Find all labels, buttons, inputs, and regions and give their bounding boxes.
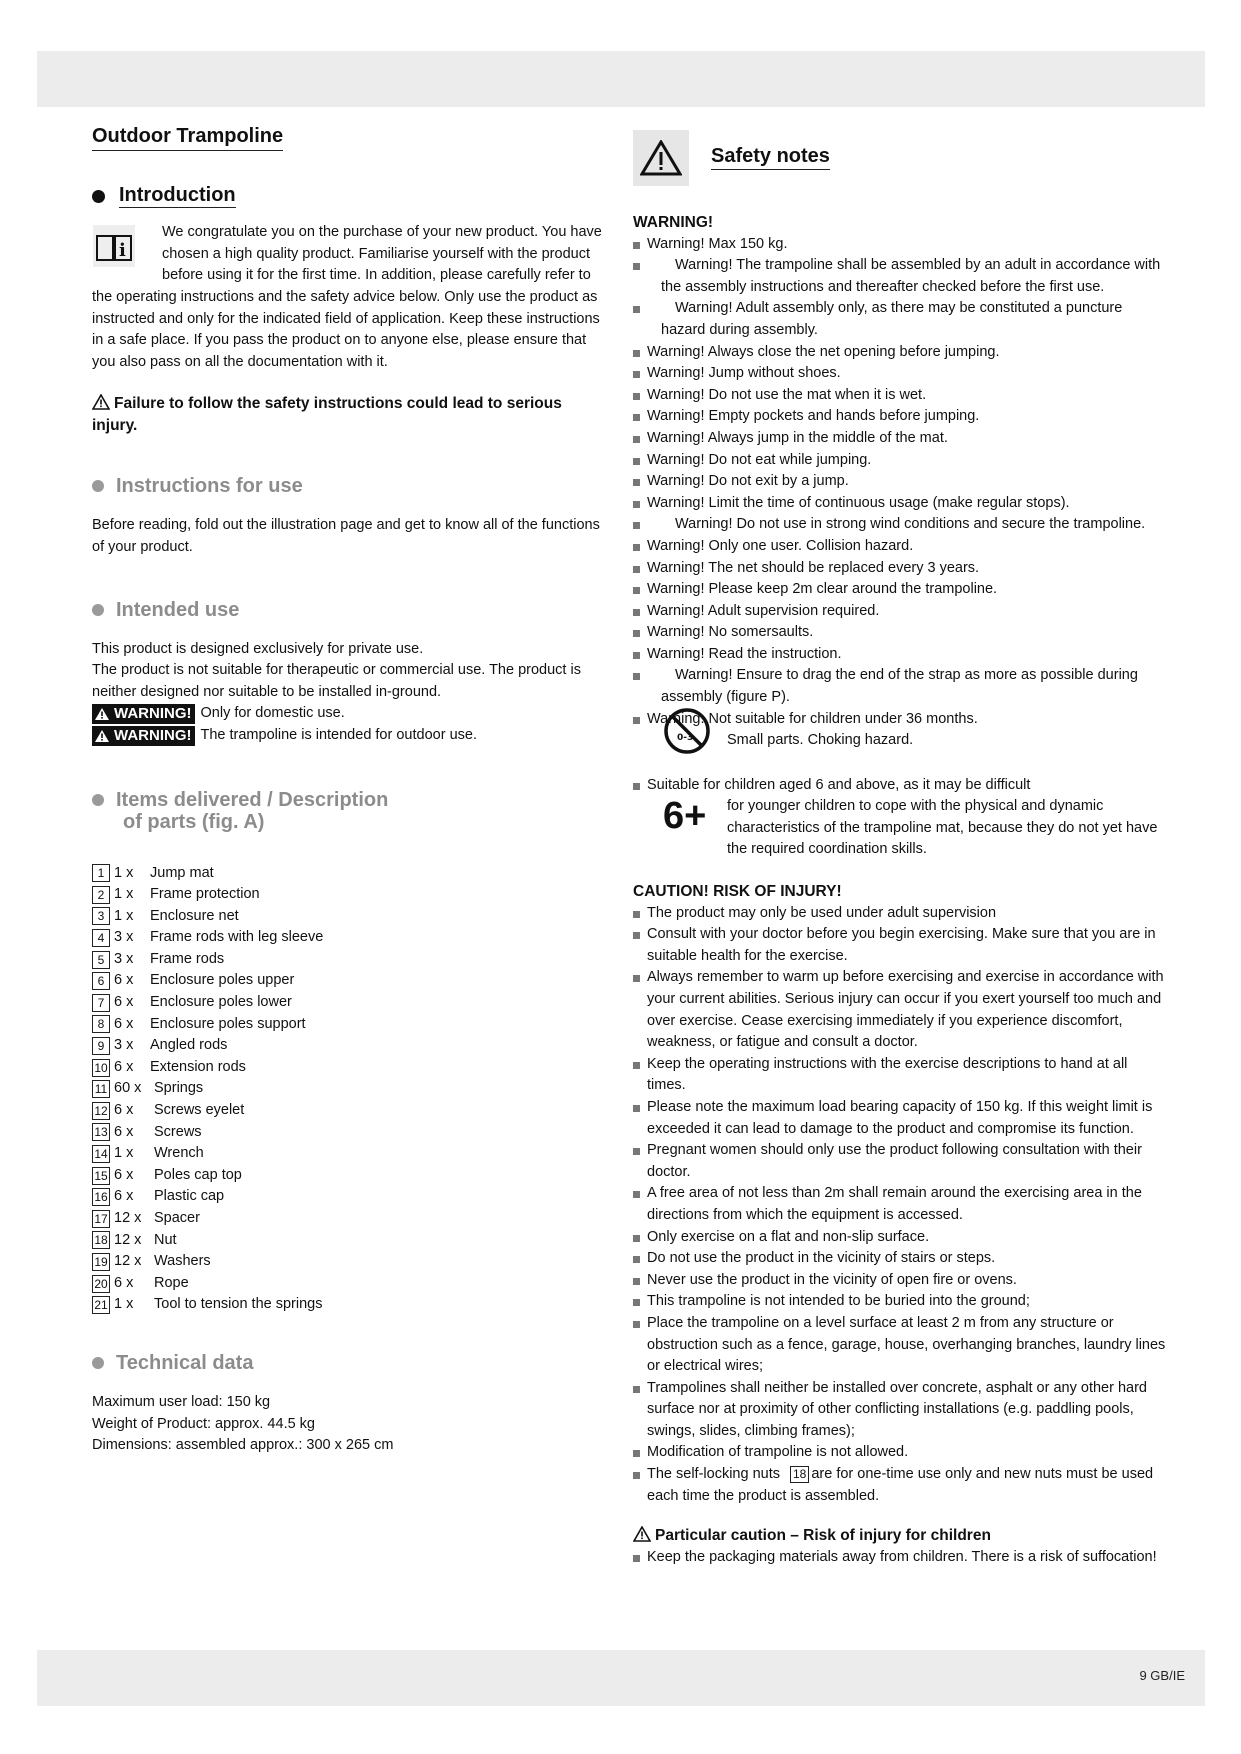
caution-item: Only exercise on a flat and non-slip surface. (633, 1227, 1168, 1249)
part-item (92, 1230, 610, 1252)
warning-item: Warning! Limit the time of continuous usage (make regular stops). (633, 493, 1168, 515)
product-weight: Weight of Product: approx. 44.5 kg (92, 1415, 316, 1432)
caution-item: Always remember to warm up before exercising and exercise in accordance with your current abilities. Serious injury can occur if you exert yourself too much and over exercise. Cease exercising immediately if you experience discomfort, weakness, or fatigue and consult a doctor. (633, 967, 1168, 1053)
part-number: 12 (92, 1102, 110, 1120)
part-number: 2 (92, 886, 110, 904)
part-item (92, 1122, 610, 1144)
part-number: 14 (92, 1145, 110, 1163)
part-item (92, 1100, 610, 1122)
part-number: 21 (92, 1296, 110, 1314)
caution-item: This trampoline is not intended to be buried into the ground; (633, 1291, 1168, 1313)
part-item (92, 884, 610, 906)
part-name: Jump mat (150, 864, 214, 881)
part-name: Frame rods with leg sleeve (150, 929, 324, 946)
instructions-text: Before reading, fold out the illustration page and get to know all of the functions of your product. (92, 517, 600, 555)
part-quantity: 1 x (114, 1296, 134, 1313)
warning-item: Warning! Read the instruction. (633, 644, 1168, 666)
part-name: Enclosure poles support (150, 1015, 306, 1032)
part-item (92, 970, 610, 992)
part-quantity: 1 x (114, 907, 134, 924)
part-item (92, 1165, 610, 1187)
part-item (92, 949, 610, 971)
part-number: 18 (92, 1231, 110, 1249)
part-name: Nut (154, 1231, 177, 1248)
header-bar (37, 51, 1205, 107)
warning-item: Warning! No somersaults. (633, 622, 1168, 644)
part-quantity: 1 x (114, 864, 134, 881)
part-item (92, 1014, 610, 1036)
part-item (92, 1208, 610, 1230)
warning-item: Warning! Always jump in the middle of the mat. (633, 428, 1168, 450)
open-book-info-icon (92, 224, 136, 268)
warning-triangle-icon (94, 707, 110, 721)
part-name: Washers (154, 1253, 211, 1270)
part-item (92, 1294, 610, 1316)
serious-injury-warning: Failure to follow the safety instructions could lead to serious injury. (92, 395, 562, 435)
self-locking-nuts-note: The self-locking nuts 18 are for one-time use only and new nuts must be used each time the product is assembled. (633, 1464, 1168, 1507)
part-number: 6 (92, 972, 110, 990)
intended-use-line-2: The product is not suitable for therapeutic or commercial use. The product is neither designed nor suitable to be installed in-ground. (92, 662, 581, 700)
warning-triangle-icon (94, 729, 110, 743)
dimensions: Dimensions: assembled approx.: 300 x 265 cm (92, 1437, 394, 1454)
part-quantity: 3 x (114, 929, 134, 946)
part-quantity: 6 x (114, 1015, 134, 1032)
part-number: 16 (92, 1188, 110, 1206)
max-user-load: Maximum user load: 150 kg (92, 1393, 271, 1410)
intended-use-heading: Intended use (92, 599, 610, 621)
caution-item: Trampolines shall neither be installed over concrete, asphalt or any other hard surface nor at proximity of other conflicting installations (e.g. paddling pools, swings, slides, climbing frames); (633, 1378, 1168, 1443)
part-number: 3 (92, 907, 110, 925)
part-ref-18: 18 (790, 1466, 809, 1483)
warning-list (633, 234, 1168, 709)
warning-triangle-icon (92, 394, 110, 410)
part-number: 1 (92, 864, 110, 882)
bullet-dot-icon (92, 794, 104, 806)
children-warning-list (633, 709, 1168, 861)
warning-triangle-icon (633, 130, 689, 186)
warning-item: Warning! Empty pockets and hands before jumping. (633, 406, 1168, 428)
warning-triangle-icon (633, 1526, 651, 1542)
warning-item: Warning! The trampoline shall be assembled by an adult in accordance with the assembly instructions and thereafter checked before the first use. (633, 255, 1168, 298)
part-quantity: 1 x (114, 1145, 134, 1162)
warning-item: Warning! Please keep 2m clear around the trampoline. (633, 579, 1168, 601)
packaging-warning: Keep the packaging materials away from children. There is a risk of suffocation! (633, 1547, 1168, 1569)
introduction-section (92, 222, 610, 437)
bullet-dot-icon (92, 190, 105, 203)
footer-bar (37, 1650, 1205, 1706)
part-name: Enclosure poles lower (150, 994, 292, 1011)
part-item (92, 1143, 610, 1165)
age-6-plus-icon: 6+ (663, 794, 707, 837)
part-item (92, 1186, 610, 1208)
caution-heading: CAUTION! RISK OF INJURY! (633, 883, 842, 901)
warning-item: Warning! Do not use the mat when it is wet. (633, 385, 1168, 407)
bullet-dot-icon (92, 480, 104, 492)
part-number: 5 (92, 951, 110, 969)
part-name: Frame protection (150, 886, 260, 903)
part-item (92, 927, 610, 949)
part-name: Rope (154, 1274, 189, 1291)
part-item (92, 1273, 610, 1295)
part-quantity: 3 x (114, 1037, 134, 1054)
part-number: 19 (92, 1253, 110, 1271)
introduction-heading: Introduction (92, 185, 610, 209)
warning-item: Warning! The net should be replaced every 3 years. (633, 558, 1168, 580)
part-quantity: 12 x (114, 1210, 142, 1226)
intended-use-line-1: This product is designed exclusively for private use. (92, 640, 424, 657)
caution-item: Keep the operating instructions with the exercise descriptions to hand at all times. (633, 1054, 1168, 1097)
part-name: Enclosure poles upper (150, 972, 295, 989)
warning-item: Warning! Do not exit by a jump. (633, 471, 1168, 493)
part-name: Plastic cap (154, 1188, 225, 1205)
document-title: Outdoor Trampoline (92, 126, 283, 151)
part-item (92, 906, 610, 928)
svg-text:0-3: 0-3 (677, 732, 694, 743)
page-number: 9 GB/IE (1139, 1668, 1185, 1683)
part-quantity: 6 x (114, 1123, 134, 1140)
part-name: Spacer (154, 1210, 200, 1226)
nuts-note-list (633, 1464, 1168, 1507)
part-item (92, 992, 610, 1014)
svg-text:i: i (119, 240, 126, 262)
part-quantity: 3 x (114, 950, 134, 967)
bullet-dot-icon (92, 604, 104, 616)
part-name: Frame rods (150, 950, 225, 967)
under-36-months-warning: Warning. Not suitable for children under 36 months. Small parts. Choking hazard. 0-3 (633, 709, 1168, 767)
warning-item: Warning! Ensure to drag the end of the strap as more as possible during assembly (figure P). (633, 665, 1168, 708)
warning-item: Warning! Do not use in strong wind conditions and secure the trampoline. (633, 514, 1168, 536)
part-number: 20 (92, 1275, 110, 1293)
part-quantity: 6 x (114, 972, 134, 989)
part-number: 17 (92, 1210, 110, 1228)
warning-item: Warning! Only one user. Collision hazard. (633, 536, 1168, 558)
age-6-plus-note: Suitable for children aged 6 and above, as it may be difficult for younger children to cope with the physical and dynamic characteristics of the trampoline mat, because they do not yet have the required coordination skills. 6+ (633, 775, 1168, 861)
part-quantity: 6 x (114, 1274, 134, 1291)
warning-badge: WARNING! (92, 704, 195, 724)
bullet-dot-icon (92, 1357, 104, 1369)
warning-item: Warning! Do not eat while jumping. (633, 450, 1168, 472)
part-quantity: 6 x (114, 1102, 134, 1119)
warning-heading: WARNING! (633, 214, 714, 231)
part-number: 8 (92, 1015, 110, 1033)
part-name: Springs (154, 1080, 204, 1097)
part-quantity: 6 x (114, 1188, 134, 1205)
safety-notes-header (633, 130, 1168, 186)
instructions-heading: Instructions for use (92, 475, 610, 497)
warning-item: Warning! Max 150 kg. (633, 234, 1168, 256)
part-item (92, 1251, 610, 1273)
part-item (92, 863, 610, 885)
part-number: 4 (92, 929, 110, 947)
warning-item: Warning! Adult assembly only, as there may be constituted a puncture hazard during assembly. (633, 298, 1168, 341)
warning-item: Warning! Always close the net opening before jumping. (633, 342, 1168, 364)
part-quantity: 12 x (114, 1231, 142, 1248)
children-caution-list (633, 1547, 1168, 1569)
caution-item: Consult with your doctor before you begin exercising. Make sure that you are in suitable health for the exercise. (633, 924, 1168, 967)
part-name: Wrench (154, 1145, 204, 1162)
part-quantity: 1 x (114, 886, 134, 903)
part-number: 9 (92, 1037, 110, 1055)
part-number: 11 (92, 1080, 110, 1098)
part-item (92, 1078, 610, 1100)
part-name: Screws eyelet (154, 1102, 245, 1119)
caution-item: Modification of trampoline is not allowed. (633, 1442, 1168, 1464)
parts-list (92, 863, 610, 1316)
items-delivered-heading: Items delivered / Description of parts (fig. A) (92, 789, 610, 833)
caution-item: Do not use the product in the vicinity of stairs or steps. (633, 1248, 1168, 1270)
caution-item: Never use the product in the vicinity of open fire or ovens. (633, 1270, 1168, 1292)
caution-list (633, 903, 1168, 1464)
part-quantity: 60 x (114, 1080, 142, 1097)
part-quantity: 6 x (114, 994, 134, 1011)
part-name: Extension rods (150, 1058, 246, 1075)
part-item (92, 1035, 610, 1057)
part-name: Enclosure net (150, 907, 239, 924)
part-name: Tool to tension the springs (154, 1296, 323, 1313)
warning-item: Warning! Adult supervision required. (633, 601, 1168, 623)
part-name: Poles cap top (154, 1166, 242, 1183)
caution-item: Place the trampoline on a level surface at least 2 m from any structure or obstruction such as a fence, garage, house, overhanging branches, laundry lines or electrical wires; (633, 1313, 1168, 1378)
outdoor-use-warning: WARNING! The trampoline is intended for outdoor use. (92, 725, 610, 747)
left-column (92, 118, 610, 1457)
part-number: 10 (92, 1059, 110, 1077)
caution-item: Pregnant women should only use the product following consultation with their doctor. (633, 1140, 1168, 1183)
caution-item: Please note the maximum load bearing capacity of 150 kg. If this weight limit is exceeded it can lead to damage to the product and compromise its function. (633, 1097, 1168, 1140)
right-column (633, 130, 1168, 1569)
introduction-text: We congratulate you on the purchase of your new product. You have chosen a high quality product. Familiarise yourself with the product before using it for the first time. In addition, please carefully refer to the operating instructions and the safety advice below. Only use the product as instructed and only for the indicated field of application. Keep these instructions in a safe place. If you pass the product on to anyone else, please ensure that you also pass on all the documentation with it. (92, 224, 602, 370)
technical-data-heading: Technical data (92, 1352, 610, 1374)
part-quantity: 6 x (114, 1166, 134, 1183)
part-item (92, 1057, 610, 1079)
part-quantity: 6 x (114, 1058, 134, 1075)
part-number: 7 (92, 994, 110, 1012)
part-number: 13 (92, 1123, 110, 1141)
safety-notes-title: Safety notes (711, 146, 830, 170)
domestic-use-warning: WARNING! Only for domestic use. (92, 703, 610, 725)
part-name: Screws (154, 1123, 202, 1140)
part-quantity: 12 x (114, 1253, 142, 1270)
part-number: 15 (92, 1167, 110, 1185)
no-under-3-icon (663, 707, 711, 755)
part-name: Angled rods (150, 1037, 228, 1054)
caution-item: The product may only be used under adult supervision (633, 903, 1168, 925)
children-caution-heading: Particular caution – Risk of injury for children (633, 1525, 1168, 1547)
caution-item: A free area of not less than 2m shall remain around the exercising area in the directions from which the equipment is accessed. (633, 1183, 1168, 1226)
warning-item: Warning! Jump without shoes. (633, 363, 1168, 385)
warning-badge: WARNING! (92, 726, 195, 746)
